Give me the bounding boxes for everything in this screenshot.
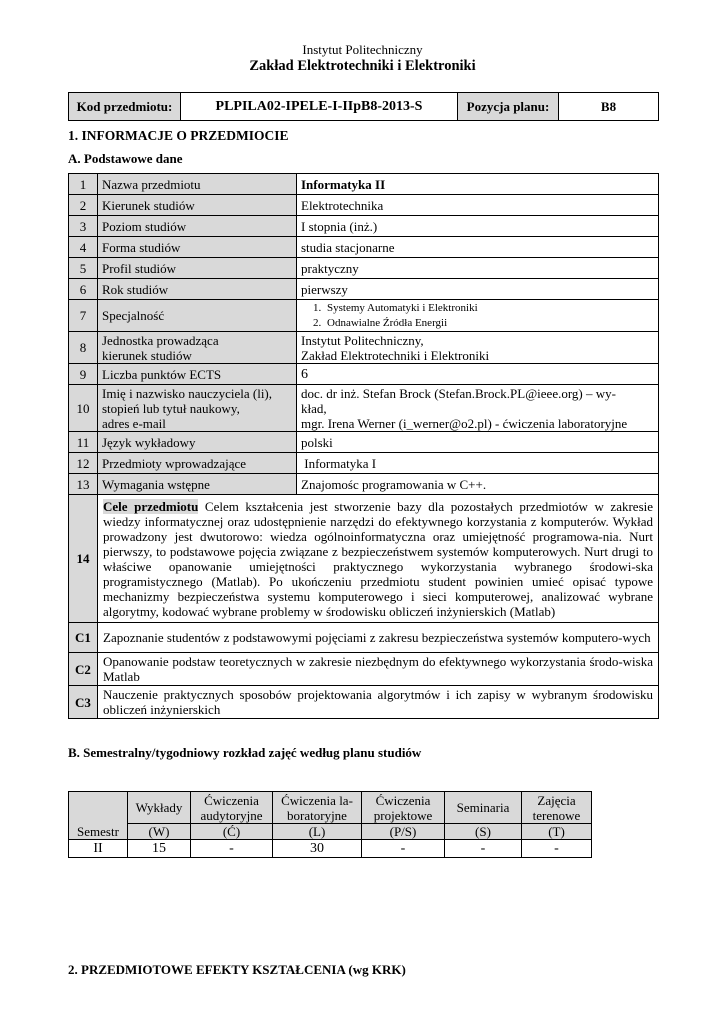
- row-number: 12: [69, 453, 98, 474]
- goal-text: Opanowanie podstaw teoretycznych w zakresie niezbędnym do efektywnego wykorzystania środo-wiska Matlab: [98, 653, 659, 686]
- goal-id: C1: [69, 623, 98, 653]
- table-row: [69, 364, 659, 385]
- course-name-value: Informatyka II: [297, 174, 659, 195]
- row-label: Przedmioty wprowadzające: [98, 453, 297, 474]
- column-header: [362, 792, 445, 824]
- row-number: 2: [69, 195, 98, 216]
- row-value: Znajomośc programowania w C++.: [297, 474, 659, 495]
- row-number: 6: [69, 279, 98, 300]
- table-row: [69, 332, 659, 364]
- column-abbr: (L): [273, 824, 362, 840]
- row-value-line: doc. dr inż. Stefan Brock (Stefan.Brock.PL@ieee.org) – wy-: [301, 385, 616, 401]
- row-value: 6: [297, 364, 659, 385]
- row-label: Wymagania wstępne: [98, 474, 297, 495]
- table-row: [69, 174, 659, 195]
- table-cell: 15: [128, 840, 191, 858]
- row-number: 3: [69, 216, 98, 237]
- table-row: [69, 258, 659, 279]
- column-header: Seminaria: [445, 792, 522, 824]
- row-label: Liczba punktów ECTS: [98, 364, 297, 385]
- row-number: 5: [69, 258, 98, 279]
- row-label-line: adres e-mail: [102, 415, 166, 431]
- row-value: studia stacjonarne: [297, 237, 659, 258]
- department-name: Zakład Elektrotechniki i Elektroniki: [249, 58, 476, 74]
- table-row: [69, 840, 592, 858]
- section-1-title: 1. INFORMACJE O PRZEDMIOCIE: [68, 128, 289, 143]
- row-number: 1: [69, 174, 98, 195]
- row-label: Rok studiów: [98, 279, 297, 300]
- column-header-line: Ćwiczenia: [204, 792, 259, 808]
- column-header-line: Zajęcia: [537, 792, 576, 808]
- row-number: 10: [69, 385, 98, 432]
- goal-id: C2: [69, 653, 98, 686]
- table-row: [69, 623, 659, 653]
- row-value: Informatyka I: [297, 453, 659, 474]
- row-number: 13: [69, 474, 98, 495]
- course-goals-text: Celem kształcenia jest stworzenie bazy dla pozostałych przedmiotów w zakresie wiedzy informatycznej oraz udostępnienie narzędzi do efektywnego korzystania z komputerów. Wykład prowadzony jest dwutorowo: wiedza ogólnoinformatyczna oraz umiejętność programowa-nia. Nurt pierwszy, to podstawowe pojęcia związane z bezpieczeństwem systemów komputerowych. Nurt drugi to właściwe opanowanie umiejętności praktycznego wykorzystania wybranego środowi-ska programistycznego (Matlab). Po ukończeniu przedmiotu student powinien umieć opisać typowe mechanizmy bezpieczeństwa systemu komputerowego i sieci komputerowej, analizować wybrane algorytmy, kodować wybrane problemy w środowisku obliczeń inżynierskich (Matlab): [103, 498, 654, 619]
- table-row: [69, 824, 592, 840]
- row-label: [98, 385, 297, 432]
- row-label: Specjalność: [98, 300, 297, 332]
- column-abbr: (Ć): [191, 824, 273, 840]
- column-abbr: (W): [128, 824, 191, 840]
- list-item: [313, 316, 654, 331]
- goal-text: Zapoznanie studentów z podstawowymi pojęciami z zakresu bezpieczeństwa systemów komputero-wych: [98, 623, 659, 653]
- row-value: [297, 332, 659, 364]
- column-header-line: boratoryjne: [287, 807, 347, 823]
- row-number: 14: [69, 495, 98, 623]
- table-row: [69, 216, 659, 237]
- specialization-list: [301, 301, 654, 331]
- row-label-line: stopień lub tytuł naukowy,: [102, 400, 240, 416]
- table-cell: -: [191, 840, 273, 858]
- row-value: praktyczny: [297, 258, 659, 279]
- section-a-title: A. Podstawowe dane: [68, 151, 183, 166]
- table-cell: II: [69, 840, 128, 858]
- course-goals: [98, 495, 659, 623]
- table-row: [69, 195, 659, 216]
- course-goals-heading: Cele przedmiotu: [103, 498, 199, 514]
- column-header-line: terenowe: [532, 807, 581, 823]
- row-number: 9: [69, 364, 98, 385]
- table-cell: -: [445, 840, 522, 858]
- column-header: [273, 792, 362, 824]
- code-value: PLPILA02-IPELE-I-IIpB8-2013-S: [181, 93, 458, 121]
- row-value: Elektrotechnika: [297, 195, 659, 216]
- row-number: 8: [69, 332, 98, 364]
- table-row: [69, 653, 659, 686]
- list-item-text: Systemy Automatyki i Elektroniki: [327, 301, 478, 314]
- plan-value: B8: [559, 93, 659, 121]
- row-value: pierwszy: [297, 279, 659, 300]
- table-row: [69, 300, 659, 332]
- column-header-line: Ćwiczenia la-: [281, 792, 353, 808]
- row-label: Forma studiów: [98, 237, 297, 258]
- table-cell: -: [362, 840, 445, 858]
- row-label: Profil studiów: [98, 258, 297, 279]
- row-label: [98, 332, 297, 364]
- row-label-line: Jednostka prowadząca: [102, 332, 219, 348]
- row-label-line: kierunek studiów: [102, 347, 192, 363]
- row-label: Język wykładowy: [98, 432, 297, 453]
- table-cell: -: [522, 840, 592, 858]
- list-item-number: 1.: [313, 301, 322, 314]
- row-value-line: mgr. Irena Werner (i_werner@o2.pl) - ćwiczenia laboratoryjne: [301, 415, 628, 431]
- table-row: [69, 237, 659, 258]
- column-header-line: audytoryjne: [200, 807, 263, 823]
- section-2-title: 2. PRZEDMIOTOWE EFEKTY KSZTAŁCENIA (wg KRK): [68, 962, 406, 977]
- row-value-line: kład,: [301, 400, 327, 416]
- row-value-line: Zakład Elektrotechniki i Elektroniki: [301, 347, 490, 363]
- row-label-line: Imię i nazwisko nauczyciela (li),: [102, 385, 273, 401]
- plan-label: Pozycja planu:: [458, 93, 559, 121]
- list-item-text: Odnawialne Źródła Energii: [327, 316, 448, 329]
- row-value: [297, 385, 659, 432]
- course-code-bar: [68, 92, 659, 121]
- specialization-list-cell: [297, 300, 659, 332]
- column-abbr: (S): [445, 824, 522, 840]
- column-header: [522, 792, 592, 824]
- table-row: [69, 385, 659, 432]
- basic-data-table: [68, 173, 659, 719]
- row-number: 7: [69, 300, 98, 332]
- semester-header: Semestr: [69, 792, 128, 840]
- institute-name: Instytut Politechniczny: [302, 42, 423, 57]
- table-row: [69, 686, 659, 719]
- column-header-line: Ćwiczenia: [375, 792, 431, 808]
- row-value: I stopnia (inż.): [297, 216, 659, 237]
- table-row: [69, 432, 659, 453]
- table-row: [69, 453, 659, 474]
- code-label: Kod przedmiotu:: [69, 93, 181, 121]
- list-item-number: 2.: [313, 316, 322, 329]
- goal-id: C3: [69, 686, 98, 719]
- section-b-title: B. Semestralny/tygodniowy rozkład zajęć według planu studiów: [68, 745, 422, 760]
- goal-text: Nauczenie praktycznych sposobów projektowania algorytmów i ich zapisy w wybranym środowisku obliczeń inżynierskich: [98, 686, 659, 719]
- table-row: [69, 792, 592, 824]
- table-cell: 30: [273, 840, 362, 858]
- table-row: [69, 279, 659, 300]
- column-abbr: (P/S): [362, 824, 445, 840]
- row-value-line: Instytut Politechniczny,: [301, 332, 424, 348]
- row-number: 4: [69, 237, 98, 258]
- row-label: Nazwa przedmiotu: [98, 174, 297, 195]
- row-value: polski: [297, 432, 659, 453]
- schedule-table: [68, 791, 592, 858]
- list-item: [313, 301, 654, 316]
- row-number: 11: [69, 432, 98, 453]
- table-row: [69, 495, 659, 623]
- column-header: [191, 792, 273, 824]
- column-header-line: projektowe: [373, 807, 433, 823]
- table-row: [69, 474, 659, 495]
- column-abbr: (T): [522, 824, 592, 840]
- column-header: Wykłady: [128, 792, 191, 824]
- row-label: Kierunek studiów: [98, 195, 297, 216]
- row-label: Poziom studiów: [98, 216, 297, 237]
